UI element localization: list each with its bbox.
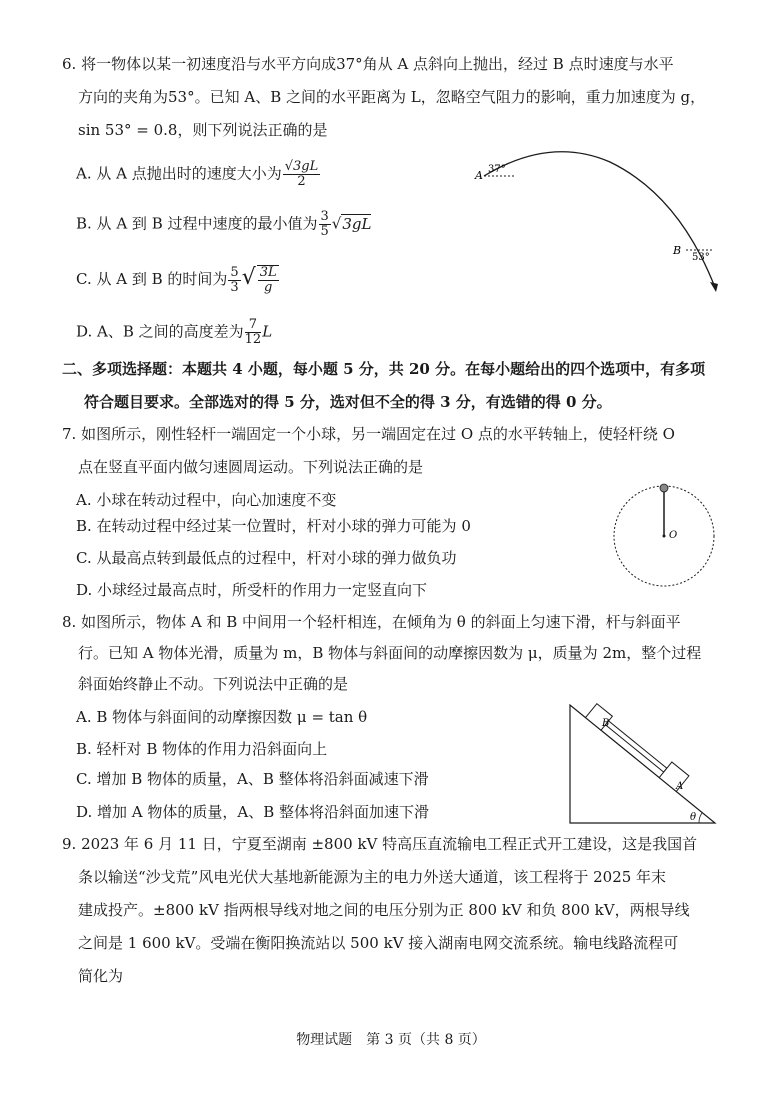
q6-angle-53: 53° bbox=[692, 252, 710, 263]
q8-option-a: A. B 物体与斜面间的动摩擦因数 μ = tan θ bbox=[76, 708, 368, 726]
q6-stem-line1: 6. 将一物体以某一初速度沿与水平方向成37°角从 A 点斜向上抛出，经过 B 点时速度与水平 bbox=[62, 55, 674, 73]
q6-option-c bbox=[76, 265, 280, 295]
q9-stem-line2: 条以输送“沙戈荒”风电光伏大基地新能源为主的电力外送大通道，该工程将于 2025 年末 bbox=[78, 868, 667, 886]
q7-ball bbox=[660, 484, 668, 492]
q7-pivot-point bbox=[663, 535, 666, 538]
q6-option-c-radicand bbox=[257, 265, 279, 295]
q7-option-b: B. 在转动过程中经过某一位置时，杆对小球的弹力可能为 0 bbox=[76, 517, 471, 535]
q8-label-theta: θ bbox=[690, 812, 697, 823]
q6-option-c-text: C. 从 A 到 B 的时间为 bbox=[76, 270, 228, 288]
q6-option-a-numerator: √3gL bbox=[284, 159, 319, 174]
section2-heading-line2: 符合题目要求。全部选对的得 5 分，选对但不全的得 3 分，有选错的得 0 分。 bbox=[84, 393, 612, 411]
q6-option-d bbox=[76, 318, 272, 347]
q6-option-a-text: A. 从 A 点抛出时的速度大小为 bbox=[76, 164, 282, 183]
q7-circle-figure bbox=[608, 480, 720, 592]
q7-stem-line2: 点在竖直平面内做匀速圆周运动。下列说法正确的是 bbox=[78, 458, 424, 476]
q6-option-b-fraction bbox=[319, 210, 331, 239]
q6-option-b-text: B. 从 A 到 B 过程中速度的最小值为 bbox=[76, 214, 318, 233]
q7-option-d: D. 小球经过最高点时，所受杆的作用力一定竖直向下 bbox=[76, 581, 428, 599]
q9-stem-line5: 简化为 bbox=[78, 967, 124, 985]
q6-stem-line3: sin 53° = 0.8，则下列说法正确的是 bbox=[78, 121, 328, 139]
q6-option-c-rad-numerator: 3L bbox=[259, 265, 277, 280]
q6-option-b-radical-sign: √ bbox=[331, 214, 342, 233]
q6-option-b-numerator: 3 bbox=[320, 209, 329, 224]
q6-angle-37: 37° bbox=[488, 164, 506, 175]
q6-arrowhead bbox=[710, 282, 718, 292]
q7-option-c: C. 从最高点转到最低点的过程中，杆对小球的弹力做负功 bbox=[76, 549, 457, 567]
q6-option-a bbox=[76, 160, 321, 189]
q6-option-c-radical-sign: √ bbox=[241, 265, 256, 290]
q8-stem-line1: 8. 如图所示，物体 A 和 B 中间用一个轻杆相连，在倾角为 θ 的斜面上匀速下滑，杆与斜面平 bbox=[62, 613, 681, 631]
q8-label-a: A bbox=[676, 781, 684, 792]
q6-trajectory-curve bbox=[484, 152, 716, 290]
q8-incline-figure bbox=[565, 700, 720, 830]
q8-stem-line2: 行。已知 A 物体光滑，质量为 m，B 物体与斜面间的动摩擦因数为 μ，质量为 2m，整个过程 bbox=[78, 644, 702, 662]
q9-stem-line1: 9. 2023 年 6 月 11 日，宁夏至湖南 ±800 kV 特高压直流输电工程正式开工建设，这是我国首 bbox=[62, 835, 698, 853]
q6-option-c-fraction bbox=[228, 266, 240, 295]
q8-option-c: C. 增加 B 物体的质量，A、B 整体将沿斜面减速下滑 bbox=[76, 770, 429, 788]
q6-stem-line2: 方向的夹角为53°。已知 A、B 之间的水平距离为 L，忽略空气阻力的影响，重力加速度为 g， bbox=[78, 88, 706, 106]
q6-option-d-unit: L bbox=[262, 322, 273, 341]
q7-label-o: O bbox=[669, 530, 678, 541]
q6-option-c-rad-denominator: g bbox=[264, 280, 273, 295]
q6-option-d-text: D. A、B 之间的高度差为 bbox=[76, 322, 244, 341]
q6-trajectory-figure bbox=[470, 140, 730, 300]
q6-option-b-denominator: 5 bbox=[320, 224, 329, 239]
q9-stem-line3: 建成投产。±800 kV 指两根导线对地之间的电压分别为正 800 kV 和负 800 kV，两根导线 bbox=[78, 901, 690, 919]
section2-heading-line1: 二、多项选择题：本题共 4 小题，每小题 5 分，共 20 分。在每小题给出的四个选项中，有多项 bbox=[62, 360, 706, 378]
q7-stem-line1: 7. 如图所示，刚性轻杆一端固定一个小球，另一端固定在过 O 点的水平转轴上，使轻杆绕 O bbox=[62, 425, 675, 443]
q6-option-b-radicand: 3gL bbox=[342, 214, 372, 233]
q9-stem-line4: 之间是 1 600 kV。受端在衡阳换流站以 500 kV 接入湖南电网交流系统。输电线路流程可 bbox=[78, 934, 679, 952]
q8-stem-line3: 斜面始终静止不动。下列说法中正确的是 bbox=[78, 675, 349, 693]
q8-rod bbox=[605, 721, 666, 772]
q6-option-a-denominator: 2 bbox=[297, 174, 306, 189]
q7-option-a: A. 小球在转动过程中，向心加速度不变 bbox=[76, 491, 337, 509]
q6-option-c-denominator: 3 bbox=[230, 279, 239, 295]
q6-option-d-numerator: 7 bbox=[245, 318, 262, 333]
q6-option-d-fraction bbox=[245, 318, 262, 347]
q8-option-b: B. 轻杆对 B 物体的作用力沿斜面向上 bbox=[76, 740, 328, 758]
q6-option-c-numerator: 5 bbox=[230, 264, 239, 280]
q6-option-b bbox=[76, 210, 371, 239]
q6-option-a-fraction bbox=[283, 160, 321, 189]
q8-label-b: B bbox=[602, 718, 610, 729]
q8-angle-arc bbox=[699, 813, 702, 823]
q8-option-d: D. 增加 A 物体的质量，A、B 整体将沿斜面加速下滑 bbox=[76, 803, 430, 821]
q6-option-d-denominator: 12 bbox=[244, 332, 262, 347]
q6-label-a: A bbox=[475, 169, 483, 182]
page-footer: 物理试题 第 3 页（共 8 页） bbox=[296, 1032, 486, 1048]
q6-label-b: B bbox=[673, 244, 682, 257]
